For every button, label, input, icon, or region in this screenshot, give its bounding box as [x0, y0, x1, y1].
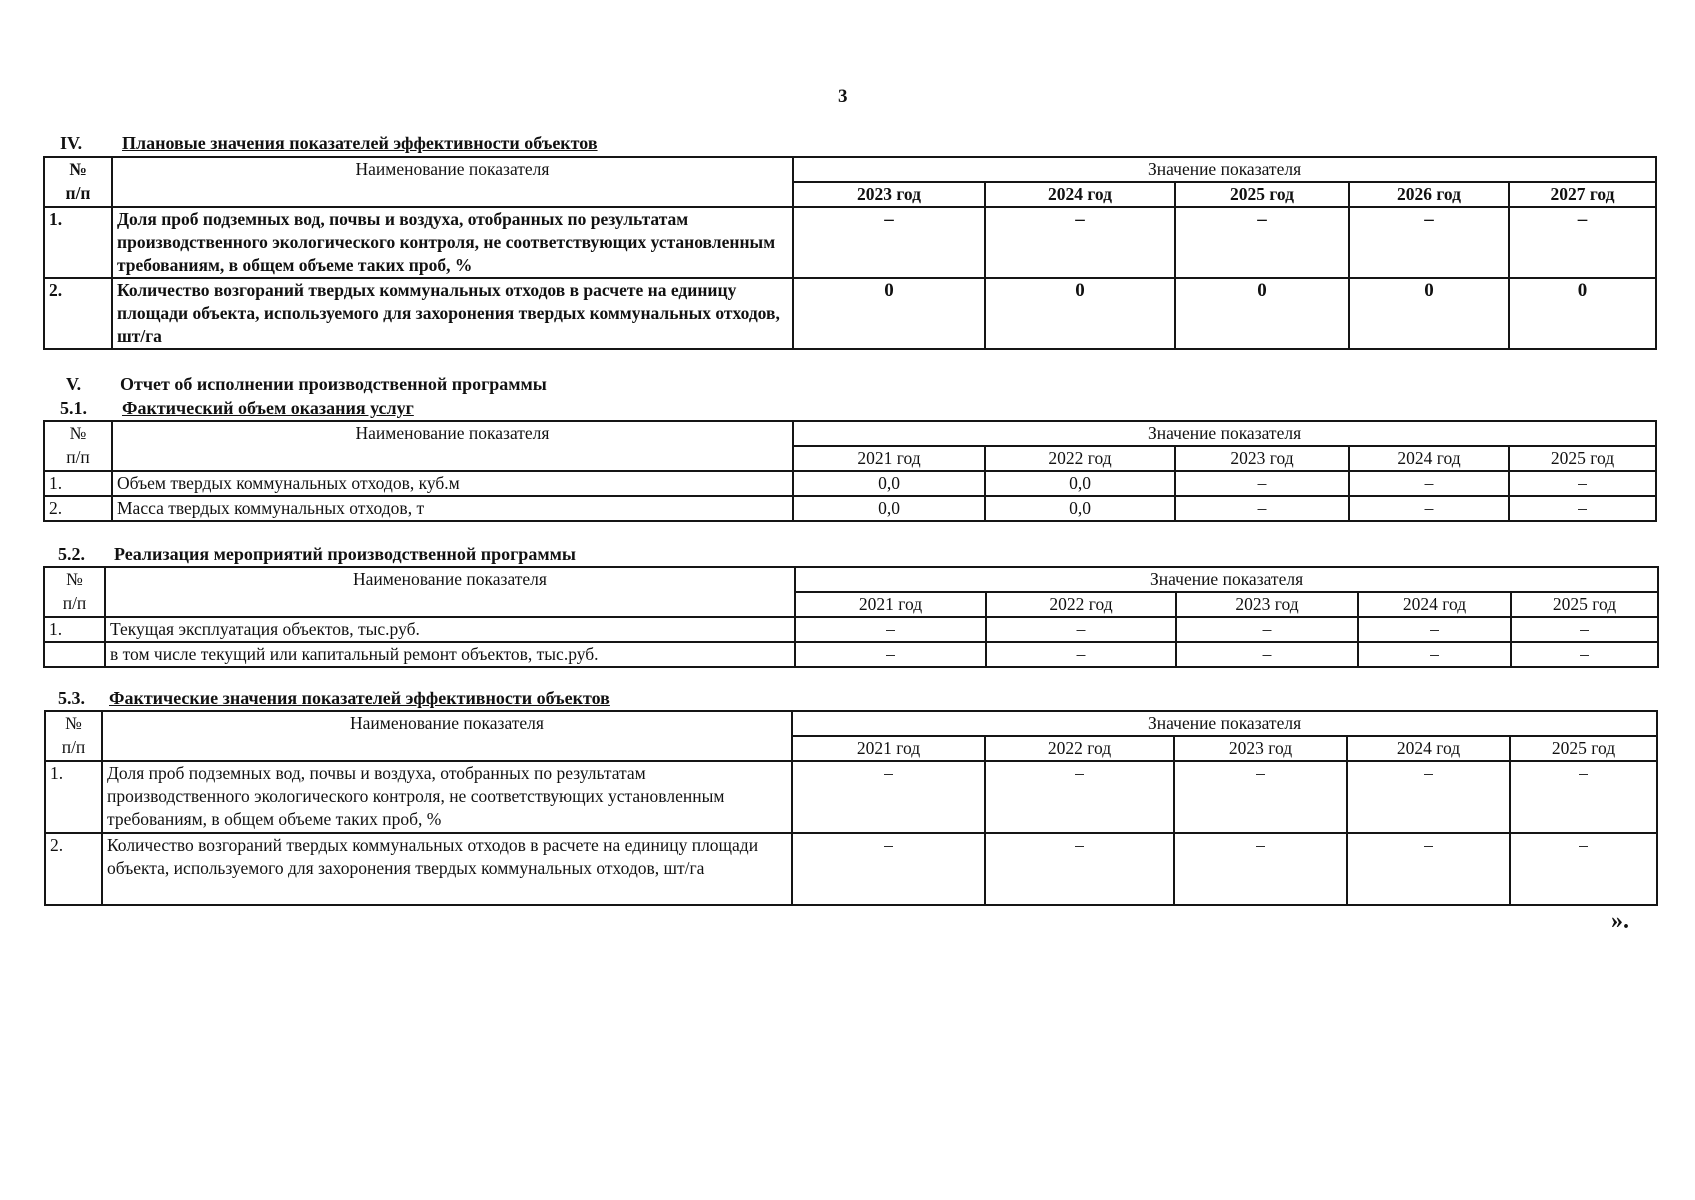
indicator-name: Количество возгораний твердых коммунальных отходов в расчете на единицу площади объекта, используемого для захоронения твердых коммунальных отходов, шт/га — [102, 833, 792, 905]
table-row — [44, 496, 1656, 521]
table-program-activities — [43, 566, 1659, 668]
indicator-name: Объем твердых коммунальных отходов, куб.м — [112, 471, 793, 496]
col-name-header: Наименование показателя — [105, 567, 795, 617]
table-planned-indicators — [43, 156, 1657, 350]
table-header-row — [44, 567, 1658, 592]
indicator-name: Количество возгораний твердых коммунальных отходов в расчете на единицу площади объекта, используемого для захоронения твердых коммунальных отходов, шт/га — [112, 278, 793, 349]
section-5-3-heading — [58, 688, 610, 709]
year-header: 2021 год — [793, 446, 985, 471]
year-header: 2024 год — [1358, 592, 1511, 617]
col-name-header: Наименование показателя — [112, 157, 793, 207]
value-cell: – — [795, 617, 986, 642]
row-number: 2. — [45, 833, 102, 905]
value-cell: 0 — [1349, 278, 1509, 349]
table-header-row — [44, 157, 1656, 182]
value-cell: – — [1174, 833, 1347, 905]
year-header: 2025 год — [1510, 736, 1657, 761]
value-cell: 0,0 — [793, 471, 985, 496]
value-cell: – — [792, 833, 985, 905]
year-header: 2023 год — [793, 182, 985, 207]
section-5-1-number: 5.1. — [60, 398, 87, 418]
section-5-2-number: 5.2. — [58, 544, 85, 564]
section-5-number: V. — [66, 374, 82, 394]
value-cell: – — [985, 207, 1175, 278]
value-cell: – — [986, 642, 1176, 667]
value-cell: – — [1509, 496, 1656, 521]
value-cell: – — [1511, 617, 1658, 642]
row-number: 1. — [44, 471, 112, 496]
section-4-title: Плановые значения показателей эффективности объектов — [122, 133, 598, 153]
value-cell: 0,0 — [985, 471, 1175, 496]
table-row — [44, 278, 1656, 349]
value-cell: 0 — [985, 278, 1175, 349]
indicator-name: Масса твердых коммунальных отходов, т — [112, 496, 793, 521]
value-cell: – — [1175, 207, 1349, 278]
table-header-row — [44, 421, 1656, 446]
col-name-header: Наименование показателя — [102, 711, 792, 761]
row-number: 1. — [44, 207, 112, 278]
col-no-header: № — [44, 567, 105, 592]
value-cell: – — [1510, 833, 1657, 905]
value-cell: – — [795, 642, 986, 667]
value-cell: – — [1349, 496, 1509, 521]
value-cell: – — [1509, 471, 1656, 496]
value-cell: – — [1349, 207, 1509, 278]
year-header: 2027 год — [1509, 182, 1656, 207]
value-cell: – — [1176, 642, 1358, 667]
year-header: 2021 год — [792, 736, 985, 761]
row-number: 2. — [44, 278, 112, 349]
table-row — [44, 207, 1656, 278]
value-cell: – — [985, 833, 1174, 905]
table-row — [45, 833, 1657, 905]
col-no-header: № — [44, 157, 112, 182]
page-number: 3 — [838, 86, 848, 107]
year-header: 2024 год — [1349, 446, 1509, 471]
value-cell: – — [1358, 642, 1511, 667]
value-cell: – — [1358, 617, 1511, 642]
value-cell: – — [1511, 642, 1658, 667]
value-cell: 0,0 — [985, 496, 1175, 521]
indicator-name: Доля проб подземных вод, почвы и воздуха, отобранных по результатам производственного экологического контроля, не соответствующих установленным требованиям, в общем объеме таких проб, % — [112, 207, 793, 278]
value-cell: – — [792, 761, 985, 833]
year-header: 2025 год — [1175, 182, 1349, 207]
section-5-title: Отчет об исполнении производственной программы — [120, 374, 547, 394]
value-cell: – — [1175, 496, 1349, 521]
value-cell: – — [985, 761, 1174, 833]
year-header: 2023 год — [1176, 592, 1358, 617]
col-value-header: Значение показателя — [793, 157, 1656, 182]
year-header: 2026 год — [1349, 182, 1509, 207]
table-row — [44, 642, 1658, 667]
year-header: 2024 год — [985, 182, 1175, 207]
col-value-header: Значение показателя — [792, 711, 1657, 736]
section-4-heading — [60, 133, 598, 154]
year-header: 2023 год — [1175, 446, 1349, 471]
col-pp-header: п/п — [44, 446, 112, 471]
section-5-2-heading — [58, 544, 576, 565]
col-value-header: Значение показателя — [795, 567, 1658, 592]
section-5-1-heading — [60, 398, 414, 419]
value-cell: – — [986, 617, 1176, 642]
value-cell: 0 — [793, 278, 985, 349]
table-header-row — [45, 711, 1657, 736]
section-4-number: IV. — [60, 133, 83, 153]
value-cell: – — [1510, 761, 1657, 833]
year-header: 2024 год — [1347, 736, 1510, 761]
table-service-volume — [43, 420, 1657, 522]
value-cell: – — [1347, 833, 1510, 905]
col-no-header: № — [45, 711, 102, 736]
col-pp-header: п/п — [44, 592, 105, 617]
row-number: 2. — [44, 496, 112, 521]
section-5-3-number: 5.3. — [58, 688, 85, 708]
section-5-2-title: Реализация мероприятий производственной программы — [114, 544, 576, 564]
year-header: 2022 год — [985, 446, 1175, 471]
indicator-name: в том числе текущий или капитальный ремонт объектов, тыс.руб. — [105, 642, 795, 667]
section-5-3-title: Фактические значения показателей эффективности объектов — [109, 688, 610, 708]
row-number: 1. — [44, 617, 105, 642]
col-pp-header: п/п — [45, 736, 102, 761]
row-number: 1. — [45, 761, 102, 833]
table-row — [45, 761, 1657, 833]
year-header: 2022 год — [986, 592, 1176, 617]
value-cell: – — [1176, 617, 1358, 642]
section-5-heading — [66, 374, 547, 395]
col-pp-header: п/п — [44, 182, 112, 207]
value-cell: – — [1349, 471, 1509, 496]
col-name-header: Наименование показателя — [112, 421, 793, 471]
value-cell: – — [1347, 761, 1510, 833]
col-value-header: Значение показателя — [793, 421, 1656, 446]
col-no-header: № — [44, 421, 112, 446]
value-cell: 0 — [1175, 278, 1349, 349]
year-header: 2025 год — [1509, 446, 1656, 471]
value-cell: 0 — [1509, 278, 1656, 349]
section-5-1-title: Фактический объем оказания услуг — [122, 398, 414, 418]
value-cell: – — [1175, 471, 1349, 496]
table-actual-indicators — [44, 710, 1658, 906]
year-header: 2022 год — [985, 736, 1174, 761]
indicator-name: Текущая эксплуатация объектов, тыс.руб. — [105, 617, 795, 642]
year-header: 2023 год — [1174, 736, 1347, 761]
value-cell: – — [1174, 761, 1347, 833]
year-header: 2021 год — [795, 592, 986, 617]
table-row — [44, 471, 1656, 496]
closing-quote-mark: ». — [1611, 908, 1629, 934]
value-cell: – — [1509, 207, 1656, 278]
value-cell: – — [793, 207, 985, 278]
table-row — [44, 617, 1658, 642]
row-number — [44, 642, 105, 667]
value-cell: 0,0 — [793, 496, 985, 521]
indicator-name: Доля проб подземных вод, почвы и воздуха, отобранных по результатам производственного экологического контроля, не соответствующих установленным требованиям, в общем объеме таких проб, % — [102, 761, 792, 833]
year-header: 2025 год — [1511, 592, 1658, 617]
